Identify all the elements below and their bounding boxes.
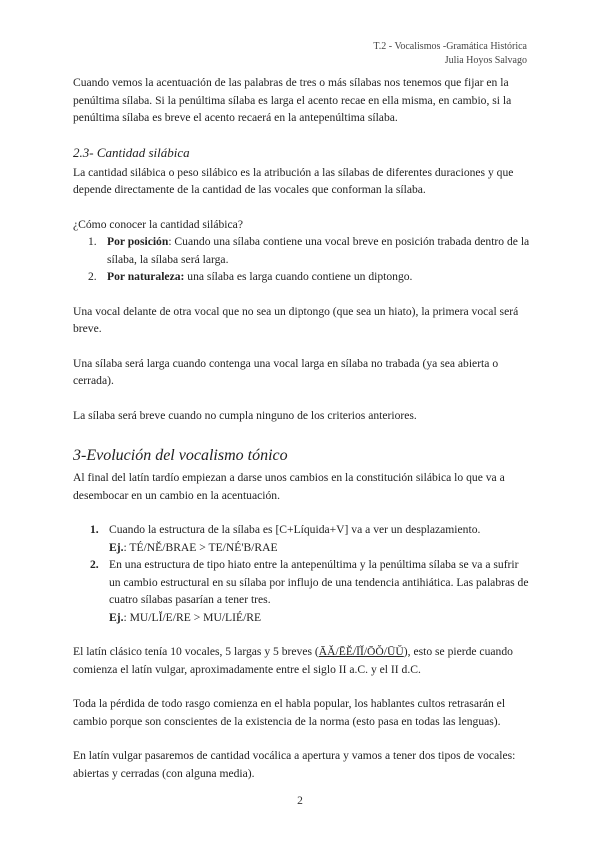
hiatus-paragraph: Una vocal delante de otra vocal que no sea un diptongo (que sea un hiato), la primera vocal será breve.: [73, 304, 519, 335]
page-body: [73, 74, 531, 782]
page-number: 2: [297, 795, 303, 807]
classical-latin-text-start: El latín clásico tenía 10 vocales, 5 largas y 5 breves (: [73, 645, 319, 658]
list-item: [73, 268, 531, 286]
list-number: 2.: [88, 270, 97, 283]
list-item: [73, 556, 531, 626]
example-label: Ej.: [109, 610, 124, 624]
intro-paragraph: Cuando vemos la acentuación de las palabras de tres o más sílabas nos tenemos que fijar en la penúltima sílaba. Si la penúltima sílaba es larga el acento recae en ella misma, en cambio, si la penúltima sílaba es breve el acento recaerá en la antepenúltima sílaba.: [73, 76, 512, 124]
list-text: En una estructura de tipo hiato entre la antepenúltima y la penúltima sílaba se va a sufrir un cambio estructural en su sílaba por influjo de una tendencia antihiática. Las palabras de cuatro sílabas pasarían a tener tres.: [109, 558, 529, 606]
example-label: Ej.: [109, 540, 124, 554]
syllable-quantity-list: [73, 233, 531, 286]
vowel-pairs: ĀĂ/ĒĔ/ĪĬ/ŌŎ/ŪŬ: [318, 645, 404, 658]
vulgar-latin-paragraph: En latín vulgar pasaremos de cantidad vocálica a apertura y vamos a tener dos tipos de vocales: abiertas y cerradas (con alguna media).: [73, 749, 516, 780]
header-title: T.2 - Vocalismos -Gramática Histórica: [373, 41, 527, 52]
example-text: : TÉ/NĔ/BRAE > TE/NÉ'B/RAE: [123, 540, 278, 554]
section-3-paragraph: Al final del latín tardío empiezan a darse unos cambios en la constitución silábica lo que va a desembocar en un cambio en la acentuación.: [73, 471, 505, 502]
example-text: : MU/LĬ/E/RE > MU/LIÉ/RE: [123, 610, 262, 624]
short-syllable-paragraph: La sílaba será breve cuando no cumpla ninguno de los criterios anteriores.: [73, 408, 417, 422]
long-syllable-paragraph: Una sílaba será larga cuando contenga una vocal larga en sílaba no trabada (ya sea abierta o cerrada).: [73, 356, 499, 387]
list-number: 1.: [88, 235, 97, 248]
list-text: : Cuando una sílaba contiene una vocal breve en posición trabada dentro de la sílaba, la sílaba será larga.: [107, 235, 530, 266]
section-2-3-heading: 2.3- Cantidad silábica: [73, 144, 190, 160]
list-number: 2.: [90, 558, 99, 571]
list-label: Por posición: [107, 235, 169, 248]
classical-latin-paragraph: [73, 643, 531, 678]
list-text: Cuando la estructura de la sílaba es [C+Líquida+V] va a ver un desplazamiento.: [109, 523, 481, 536]
list-label: Por naturaleza:: [107, 270, 185, 283]
list-item: [73, 521, 531, 556]
section-2-3-question: ¿Cómo conocer la cantidad silábica?: [73, 217, 243, 231]
list-number: 1.: [90, 523, 99, 536]
page-header: [373, 40, 527, 68]
classical-latin-text-end: ), esto se pierde cuando comienza el latín vulgar, aproximadamente entre el siglo II a.C. y el II d.C.: [73, 645, 513, 676]
section-3-heading: 3-Evolución del vocalismo tónico: [73, 447, 288, 464]
section-2-3-paragraph: La cantidad silábica o peso silábico es la atribución a las sílabas de diferentes duraciones y que depende directamente de la cantidad de las vocales que conforman la sílaba.: [73, 165, 514, 196]
popular-speech-paragraph: Toda la pérdida de todo rasgo comienza en el habla popular, los hablantes cultos retrasarán el cambio porque son conscientes de la existencia de la norma (esto pasa en todas las lenguas).: [73, 697, 506, 728]
accent-change-list: [73, 521, 531, 626]
list-item: [73, 233, 531, 268]
header-author: Julia Hoyos Salvago: [444, 55, 527, 66]
list-text: una sílaba es larga cuando contiene un diptongo.: [184, 270, 413, 283]
